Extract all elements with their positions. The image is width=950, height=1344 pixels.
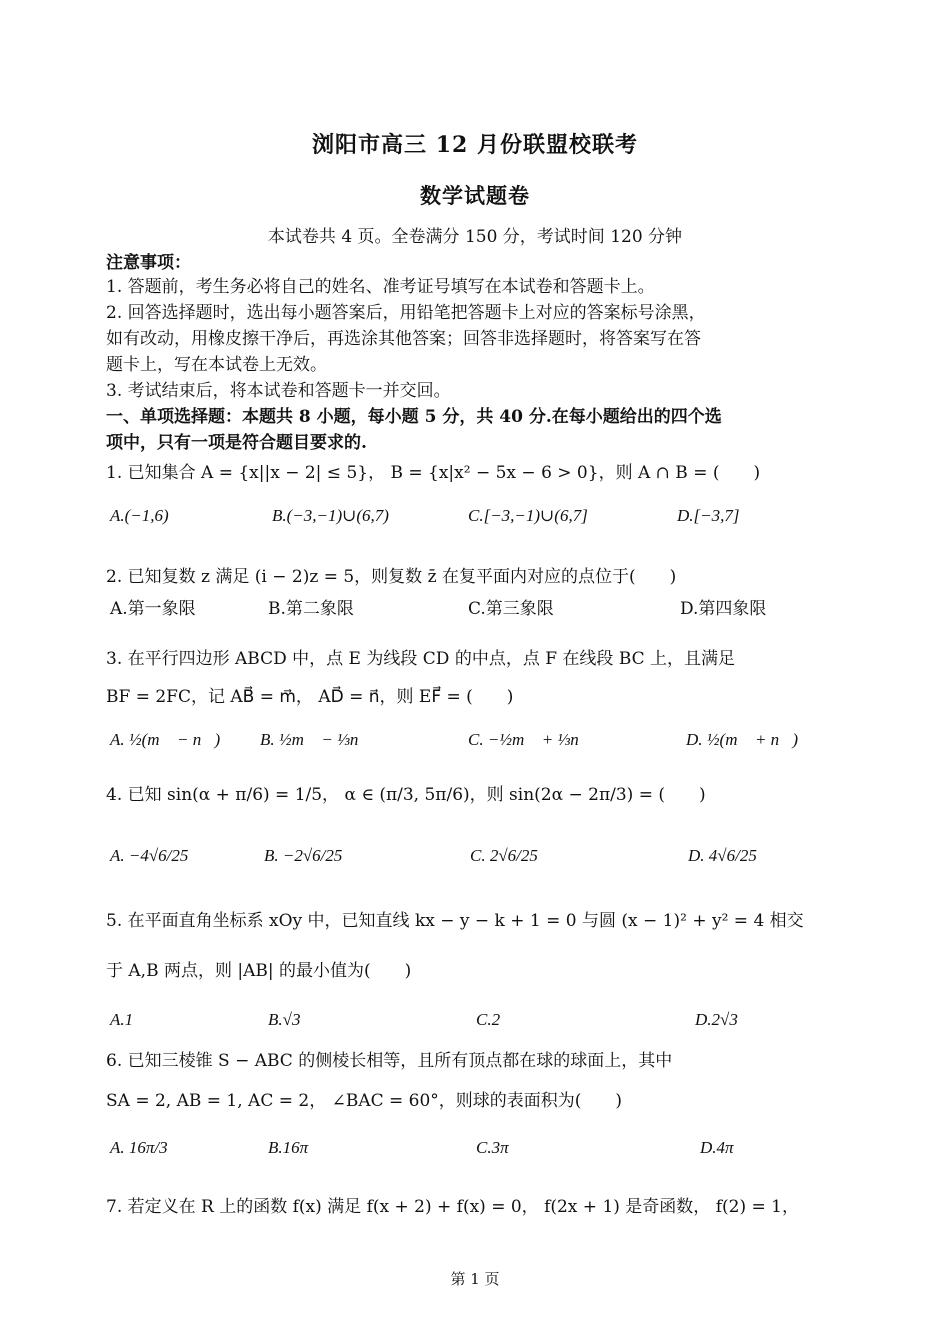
question-3-option-b: B. ½m⃗ − ⅓n⃗ [260,730,372,749]
question-2-option-b: B.第二象限 [268,599,354,619]
question-6-option-b: B.16π [268,1138,309,1157]
question-1-option-a: A.(−1,6) [110,506,169,525]
question-5-option-b: B.√3 [268,1010,301,1029]
question-5-stem-line-2: 于 A,B 两点，则 |AB| 的最小值为( ) [106,961,412,981]
question-6-option-d: D.4π [700,1138,734,1157]
question-2-stem: 2. 已知复数 z 满足 (i − 2)z = 5，则复数 z̄ 在复平面内对应的点位于( ) [106,567,677,587]
question-1-option-d: D.[−3,7] [677,506,740,525]
section-heading-line-1: 一、单项选择题：本题共 8 小题，每小题 5 分，共 40 分.在每小题给出的四个选 [106,407,722,427]
question-3-option-c: C. −½m⃗ + ⅓n⃗ [468,730,593,749]
question-2-option-d: D.第四象限 [680,599,767,619]
question-1-option-b: B.(−3,−1)∪(6,7) [272,506,389,525]
exam-title: 浏阳市高三 12 月份联盟校联考 [312,132,638,158]
question-3-option-a: A. ½(m⃗ − n⃗) [110,730,221,749]
question-4-option-b: B. −2√6/25 [264,846,343,865]
question-2-option-a: A.第一象限 [110,599,196,619]
question-4-option-c: C. 2√6/25 [470,846,538,865]
question-5-option-c: C.2 [476,1010,501,1029]
question-6-option-a: A. 16π/3 [110,1138,168,1157]
question-6-stem-line-2: SA = 2, AB = 1, AC = 2， ∠BAC = 60°，则球的表面积为( ) [106,1091,623,1111]
question-1-stem: 1. 已知集合 A = {x||x − 2| ≤ 5}， B = {x|x² − 5x − 6 > 0}，则 A ∩ B = ( ) [106,463,761,483]
question-4-option-a: A. −4√6/25 [110,846,189,865]
notice-line-1: 1. 答题前，考生务必将自己的姓名、准考证号填写在本试卷和答题卡上。 [106,277,655,297]
question-4-stem: 4. 已知 sin(α + π/6) = 1/5， α ∈ (π/3, 5π/6)，则 sin(2α − 2π/3) = ( ) [106,785,706,805]
question-4-option-d: D. 4√6/25 [688,846,757,865]
question-5-option-d: D.2√3 [695,1010,738,1029]
notice-line-5: 3. 考试结束后，将本试卷和答题卡一并交回。 [106,381,451,401]
question-6-option-c: C.3π [476,1138,509,1157]
question-3-option-d: D. ½(m⃗ + n⃗) [686,730,799,749]
section-heading-line-2: 项中，只有一项是符合题目要求的. [106,433,367,453]
exam-info: 本试卷共 4 页。全卷满分 150 分，考试时间 120 分钟 [267,227,683,247]
question-3-stem-line-1: 3. 在平行四边形 ABCD 中，点 E 为线段 CD 的中点，点 F 在线段 BC 上，且满足 [106,649,736,669]
page-number: 第 1 页 [450,1270,500,1288]
question-2-option-c: C.第三象限 [468,599,554,619]
notice-line-4: 题卡上，写在本试卷上无效。 [106,355,327,375]
question-3-stem-line-2: BF = 2FC，记 AB⃗ = m⃗， AD⃗ = n⃗，则 EF⃗ = ( ) [106,687,514,707]
question-5-stem-line-1: 5. 在平面直角坐标系 xOy 中，已知直线 kx − y − k + 1 = 0 与圆 (x − 1)² + y² = 4 相交 [106,911,804,931]
exam-subtitle: 数学试题卷 [420,183,530,208]
question-1-option-c: C.[−3,−1)∪(6,7] [468,506,588,525]
question-5-option-a: A.1 [110,1010,134,1029]
notice-line-2: 2. 回答选择题时，选出每小题答案后，用铅笔把答题卡上对应的答案标号涂黑， [106,303,706,323]
notice-line-3: 如有改动，用橡皮擦干净后，再选涂其他答案；回答非选择题时，将答案写在答 [106,329,701,349]
question-6-stem-line-1: 6. 已知三棱锥 S − ABC 的侧棱长相等，且所有顶点都在球的球面上，其中 [106,1051,673,1071]
notice-heading: 注意事项： [106,253,191,273]
question-7-stem: 7. 若定义在 R 上的函数 f(x) 满足 f(x + 2) + f(x) = 0， f(2x + 1) 是奇函数， f(2) = 1， [106,1197,799,1217]
